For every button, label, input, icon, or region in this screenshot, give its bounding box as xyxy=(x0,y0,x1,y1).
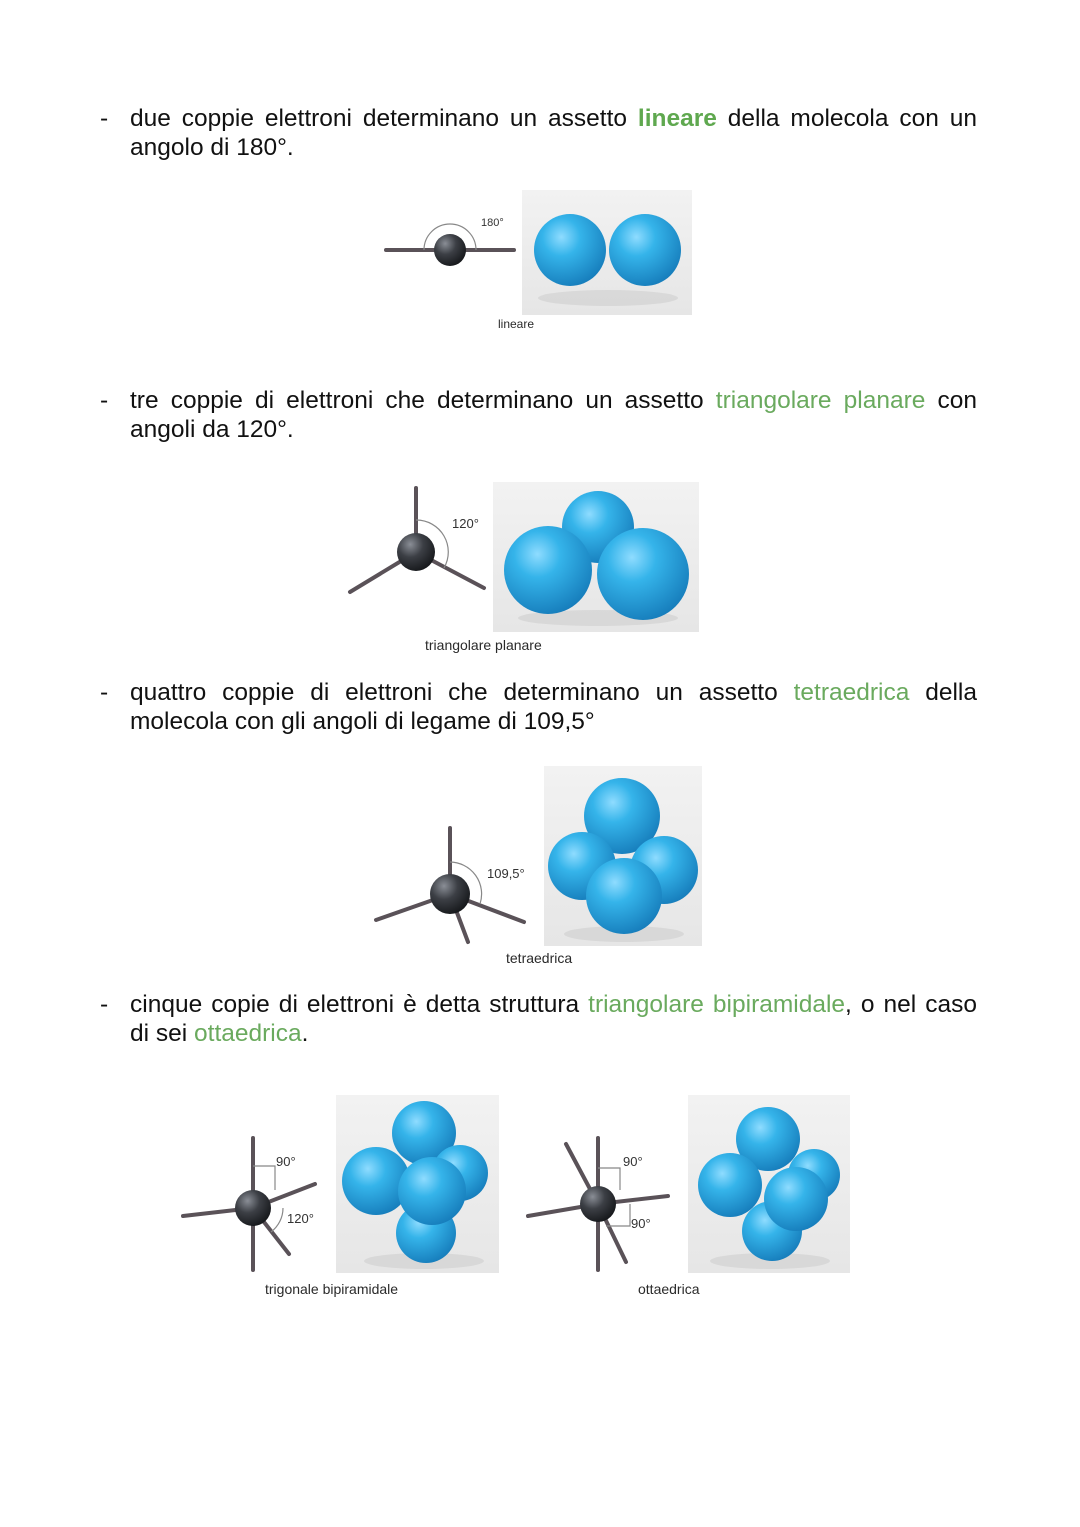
trigonal-planar-ball-stick-model xyxy=(340,480,490,600)
highlight-term: lineare xyxy=(637,105,717,132)
paragraph-lineare xyxy=(100,104,977,162)
octahedral-ball-stick-model xyxy=(522,1130,677,1275)
angle-label: 90° xyxy=(623,1154,643,1169)
linear-balloon-photo xyxy=(522,190,692,315)
highlight-term: triangolare bipiramidale xyxy=(588,991,846,1018)
tetrahedral-ball-stick-model xyxy=(370,822,535,947)
text: con angoli da 120°. xyxy=(130,387,977,443)
paragraph-tetraedrica xyxy=(100,678,977,736)
paragraph-bipiramidale-ottaedrica xyxy=(100,990,977,1048)
angle-label: 90° xyxy=(631,1216,651,1231)
highlight-term: triangolare planare xyxy=(715,387,926,414)
list-dash: - xyxy=(100,105,109,132)
trigonal-bipyramidal-ball-stick-model xyxy=(175,1130,325,1275)
highlight-term: ottaedrica xyxy=(194,1020,302,1047)
trigonal-bipyramidal-balloon-photo xyxy=(336,1095,499,1273)
octahedral-balloon-photo xyxy=(688,1095,850,1273)
text: due coppie elettroni determinano un assetto xyxy=(130,105,638,132)
text: della molecola con gli angoli di legame di 109,5° xyxy=(130,679,977,735)
text: quattro coppie di elettroni che determinano un assetto xyxy=(130,679,794,706)
highlight-term: tetraedrica xyxy=(793,679,910,706)
list-dash: - xyxy=(100,387,109,414)
angle-label: 180° xyxy=(481,217,504,229)
text: , o nel caso di sei xyxy=(130,991,977,1047)
paragraph-triangolare-planare xyxy=(100,386,977,444)
caption-tetraedrica: tetraedrica xyxy=(506,950,573,966)
text: . xyxy=(301,1020,309,1047)
tetrahedral-balloon-photo xyxy=(544,766,702,946)
text: tre coppie di elettroni che determinano un assetto xyxy=(130,387,716,414)
angle-label: 120° xyxy=(452,516,479,531)
caption-ottaedrica: ottaedrica xyxy=(638,1281,700,1297)
text: della molecola con un angolo di 180°. xyxy=(130,105,977,161)
trigonal-planar-balloon-photo xyxy=(493,482,699,632)
text: cinque copie di elettroni è detta struttura xyxy=(130,991,589,1018)
caption-triangolare-planare: triangolare planare xyxy=(425,637,542,653)
angle-label: 109,5° xyxy=(487,866,525,881)
list-dash: - xyxy=(100,991,109,1018)
angle-label: 120° xyxy=(287,1211,314,1226)
angle-label: 90° xyxy=(276,1154,296,1169)
caption-trigonale-bipiramidale: trigonale bipiramidale xyxy=(265,1281,399,1297)
list-dash: - xyxy=(100,679,109,706)
caption-lineare: lineare xyxy=(498,317,535,331)
